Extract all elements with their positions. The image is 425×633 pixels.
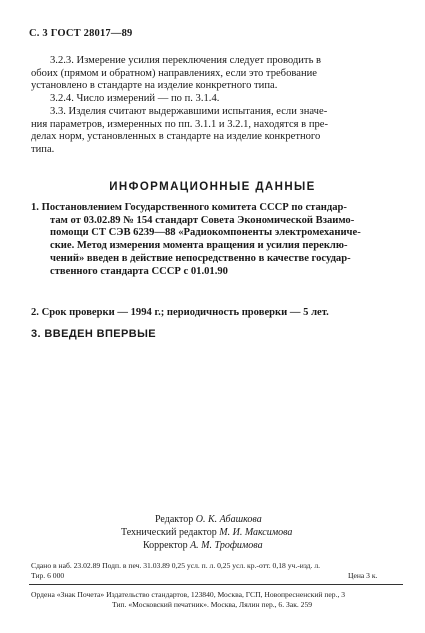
credit-tech-editor <box>121 526 292 539</box>
text-line: там от 03.02.89 № 154 стандарт Совета Экономической Взаимо- <box>50 214 355 226</box>
credits-block <box>121 513 293 552</box>
text-line: 3.3. Изделия считают выдержавшими испытания, если значе- <box>50 106 328 117</box>
text-line: 3.2.4. Число измерений — по п. 3.1.4. <box>50 93 220 104</box>
credit-corrector <box>143 539 292 552</box>
divider <box>29 584 403 585</box>
text-line: помощи СТ СЭВ 6239—88 «Радиокомпоненты электромеханиче- <box>50 227 361 239</box>
info-item-1 <box>31 202 403 278</box>
text-line: ские. Метод измерения момента вращения и усилия переклю- <box>50 240 348 252</box>
credit-name: О. К. Абашкова <box>195 514 262 525</box>
info-item-2 <box>31 307 403 320</box>
imprint-publisher: Ордена «Знак Почета» Издательство стандартов, 123840, Москва, ГСП, Новопресненский пер., 3 <box>31 590 346 599</box>
paragraph-3-3 <box>31 106 399 156</box>
text-line: 2. Срок проверки — 1994 г.; периодичность проверки — 5 лет. <box>31 307 329 318</box>
credit-name: М. И. Максимова <box>219 527 293 538</box>
info-item-3: 3. ВВЕДЕН ВПЕРВЫЕ <box>31 328 157 340</box>
imprint-price: Цена 3 к. <box>348 571 378 580</box>
credit-label: Корректор <box>143 540 188 551</box>
credit-label: Технический редактор <box>121 527 217 538</box>
text-line: 1. Постановлением Государственного комитета СССР по стандар- <box>31 202 347 213</box>
text-line: ния параметров, измеренных по пп. 3.1.1 и 3.2.1, находятся в пре- <box>31 118 329 130</box>
credit-label: Редактор <box>155 514 194 525</box>
imprint-line-1: Сдано в наб. 23.02.89 Подп. в печ. 31.03.89 0,25 усл. п. л. 0,25 усл. кр.-отт. 0,18 уч.-изд. л. <box>31 561 321 570</box>
page-header: С. 3 ГОСТ 28017—89 <box>29 28 133 39</box>
text-line: обоих (прямом и обратном) направлениях, если это требование <box>31 67 317 79</box>
paragraph-3-2-3 <box>31 55 399 93</box>
imprint-circulation: Тир. 6 000 <box>31 571 65 580</box>
text-line: типа. <box>31 143 55 155</box>
text-line: установлено в стандарте на изделие конкретного типа. <box>31 80 278 92</box>
text-line: делах норм, установленных в стандарте на изделие конкретного <box>31 131 321 143</box>
imprint-printer: Тип. «Московский печатник». Москва, Лялин пер., 6. Зак. 259 <box>112 600 313 609</box>
credit-name: А. М. Трофимова <box>190 540 263 551</box>
text-line: ственного стандарта СССР с 01.01.90 <box>50 265 228 277</box>
credit-editor <box>143 513 292 526</box>
section-title: ИНФОРМАЦИОННЫЕ ДАННЫЕ <box>109 181 316 193</box>
paragraph-3-2-4 <box>31 93 399 106</box>
text-line: чений» введен в действие непосредственно в качестве государ- <box>50 252 351 264</box>
text-line: 3.2.3. Измерение усилия переключения следует проводить в <box>50 55 322 66</box>
